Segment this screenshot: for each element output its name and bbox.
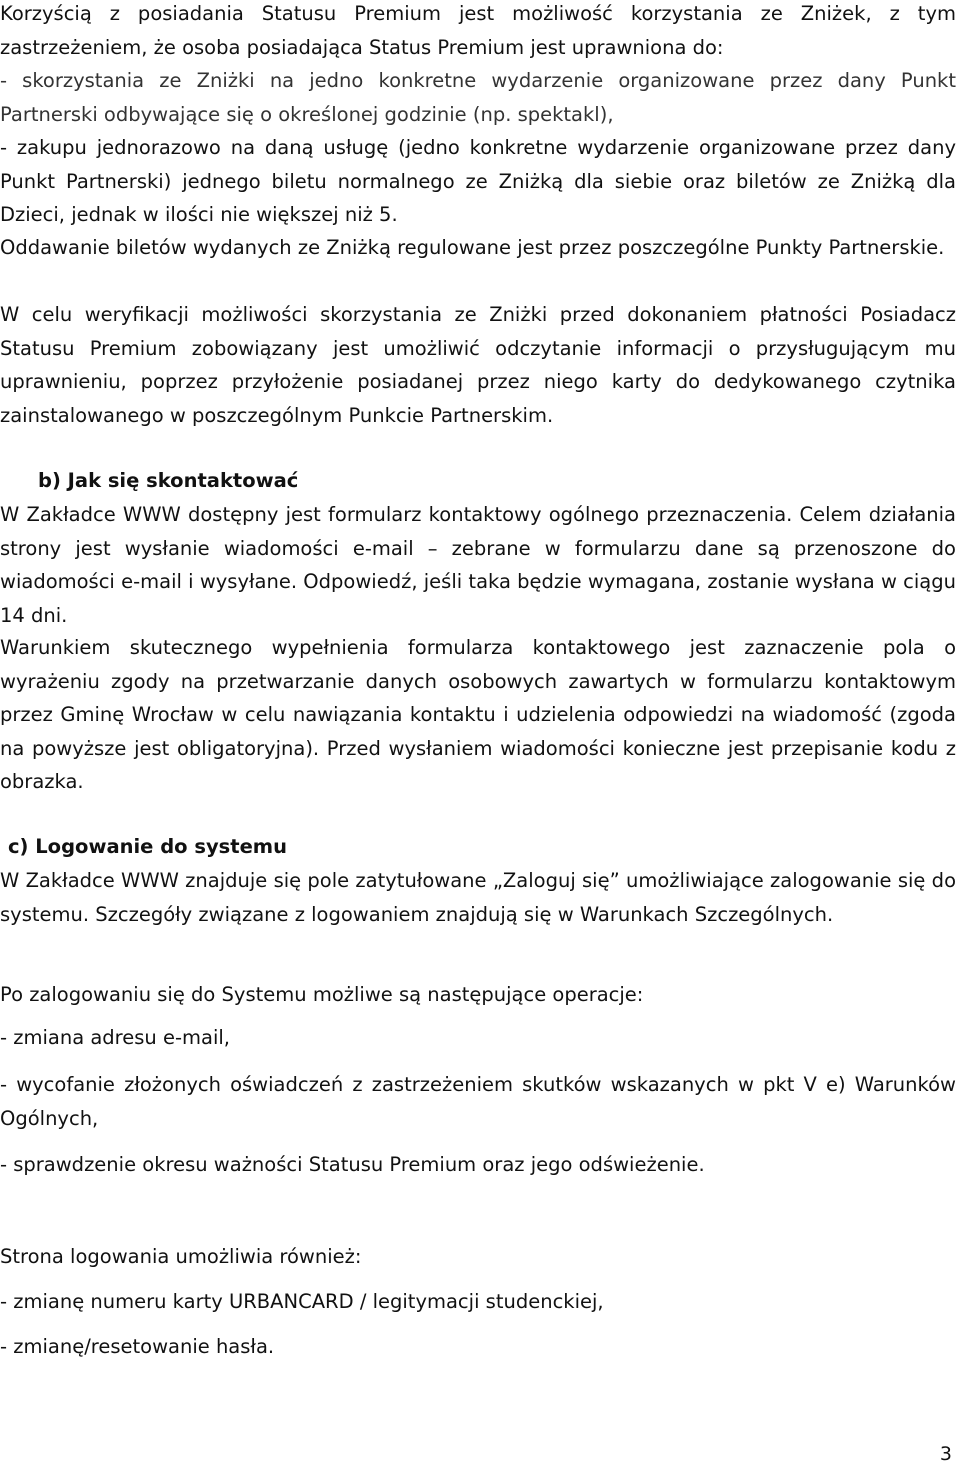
login-page-item: - zmianę/resetowanie hasła. [0, 1335, 275, 1358]
operation-item: - zmiana adresu e-mail, [0, 1026, 230, 1049]
login-page-intro: Strona logowania umożliwia również: [0, 1245, 362, 1268]
verification-paragraph: W celu weryfikacji możliwości skorzystania ze Zniżki przed dokonaniem płatności Posiadacz Statusu Premium zobowiązany jest umożliwić odczytanie informacji o przysługującym mu uprawnieniu, poprzez przyłożenie posiadanej przez niego karty do dedykowanego czytnika zainstalowanego w poszczególnym Punkcie Partnerskim. [0, 303, 956, 427]
login-page-item: - zmianę numeru karty URBANCARD / legitymacji studenckiej, [0, 1290, 604, 1313]
section-b-heading: b) Jak się skontaktować [38, 469, 299, 492]
intro-paragraph: Korzyścią z posiadania Statusu Premium jest możliwość korzystania ze Zniżek, z tym zastrzeżeniem, że osoba posiadająca Status Premium jest uprawniona do: [0, 2, 956, 59]
operation-item: - wycofanie złożonych oświadczeń z zastrzeżeniem skutków wskazanych w pkt V e) Warunków Ogólnych, [0, 1073, 956, 1130]
ticket-return-paragraph: Oddawanie biletów wydanych ze Zniżką regulowane jest przez poszczególne Punkty Partnerskie. [0, 236, 945, 259]
discount-rule-tickets: - zakupu jednorazowo na daną usługę (jedno konkretne wydarzenie organizowane przez dany Punkt Partnerski) jednego biletu normalnego ze Zniżką dla siebie oraz biletów ze Zniżką dla Dzieci, jednak w ilości nie większej niż 5. [0, 136, 956, 226]
operations-intro: Po zalogowaniu się do Systemu możliwe są następujące operacje: [0, 983, 644, 1006]
discount-rule-event: - skorzystania ze Zniżki na jedno konkretne wydarzenie organizowane przez dany Punkt Partnerski odbywające się o określonej godzinie (np. spektakl), [0, 69, 956, 126]
operation-item: - sprawdzenie okresu ważności Statusu Premium oraz jego odświeżenie. [0, 1153, 705, 1176]
contact-form-paragraph: W Zakładce WWW dostępny jest formularz kontaktowy ogólnego przeznaczenia. Celem działania strony jest wysłanie wiadomości e-mail – zebrane w formularzu dane są przenoszone do wiadomości e-mail i wysyłane. Odpowiedź, jeśli taka będzie wymagana, zostanie wysłana w ciągu 14 dni. [0, 503, 956, 627]
page-number: 3 [939, 1443, 952, 1465]
contact-consent-paragraph: Warunkiem skutecznego wypełnienia formularza kontaktowego jest zaznaczenie pola o wyrażeniu zgody na przetwarzanie danych osobowych zawartych w formularzu kontaktowym przez Gminę Wrocław w celu nawiązania kontaktu i udzielenia odpowiedzi na wiadomość (zgoda na powyższe jest obligatoryjna). Przed wysłaniem wiadomości konieczne jest przepisanie kodu z obrazka. [0, 636, 956, 793]
section-c-heading: c) Logowanie do systemu [8, 835, 288, 858]
login-paragraph: W Zakładce WWW znajduje się pole zatytułowane „Zaloguj się” umożliwiające zalogowanie się do systemu. Szczegóły związane z logowaniem znajdują się w Warunkach Szczególnych. [0, 869, 956, 926]
